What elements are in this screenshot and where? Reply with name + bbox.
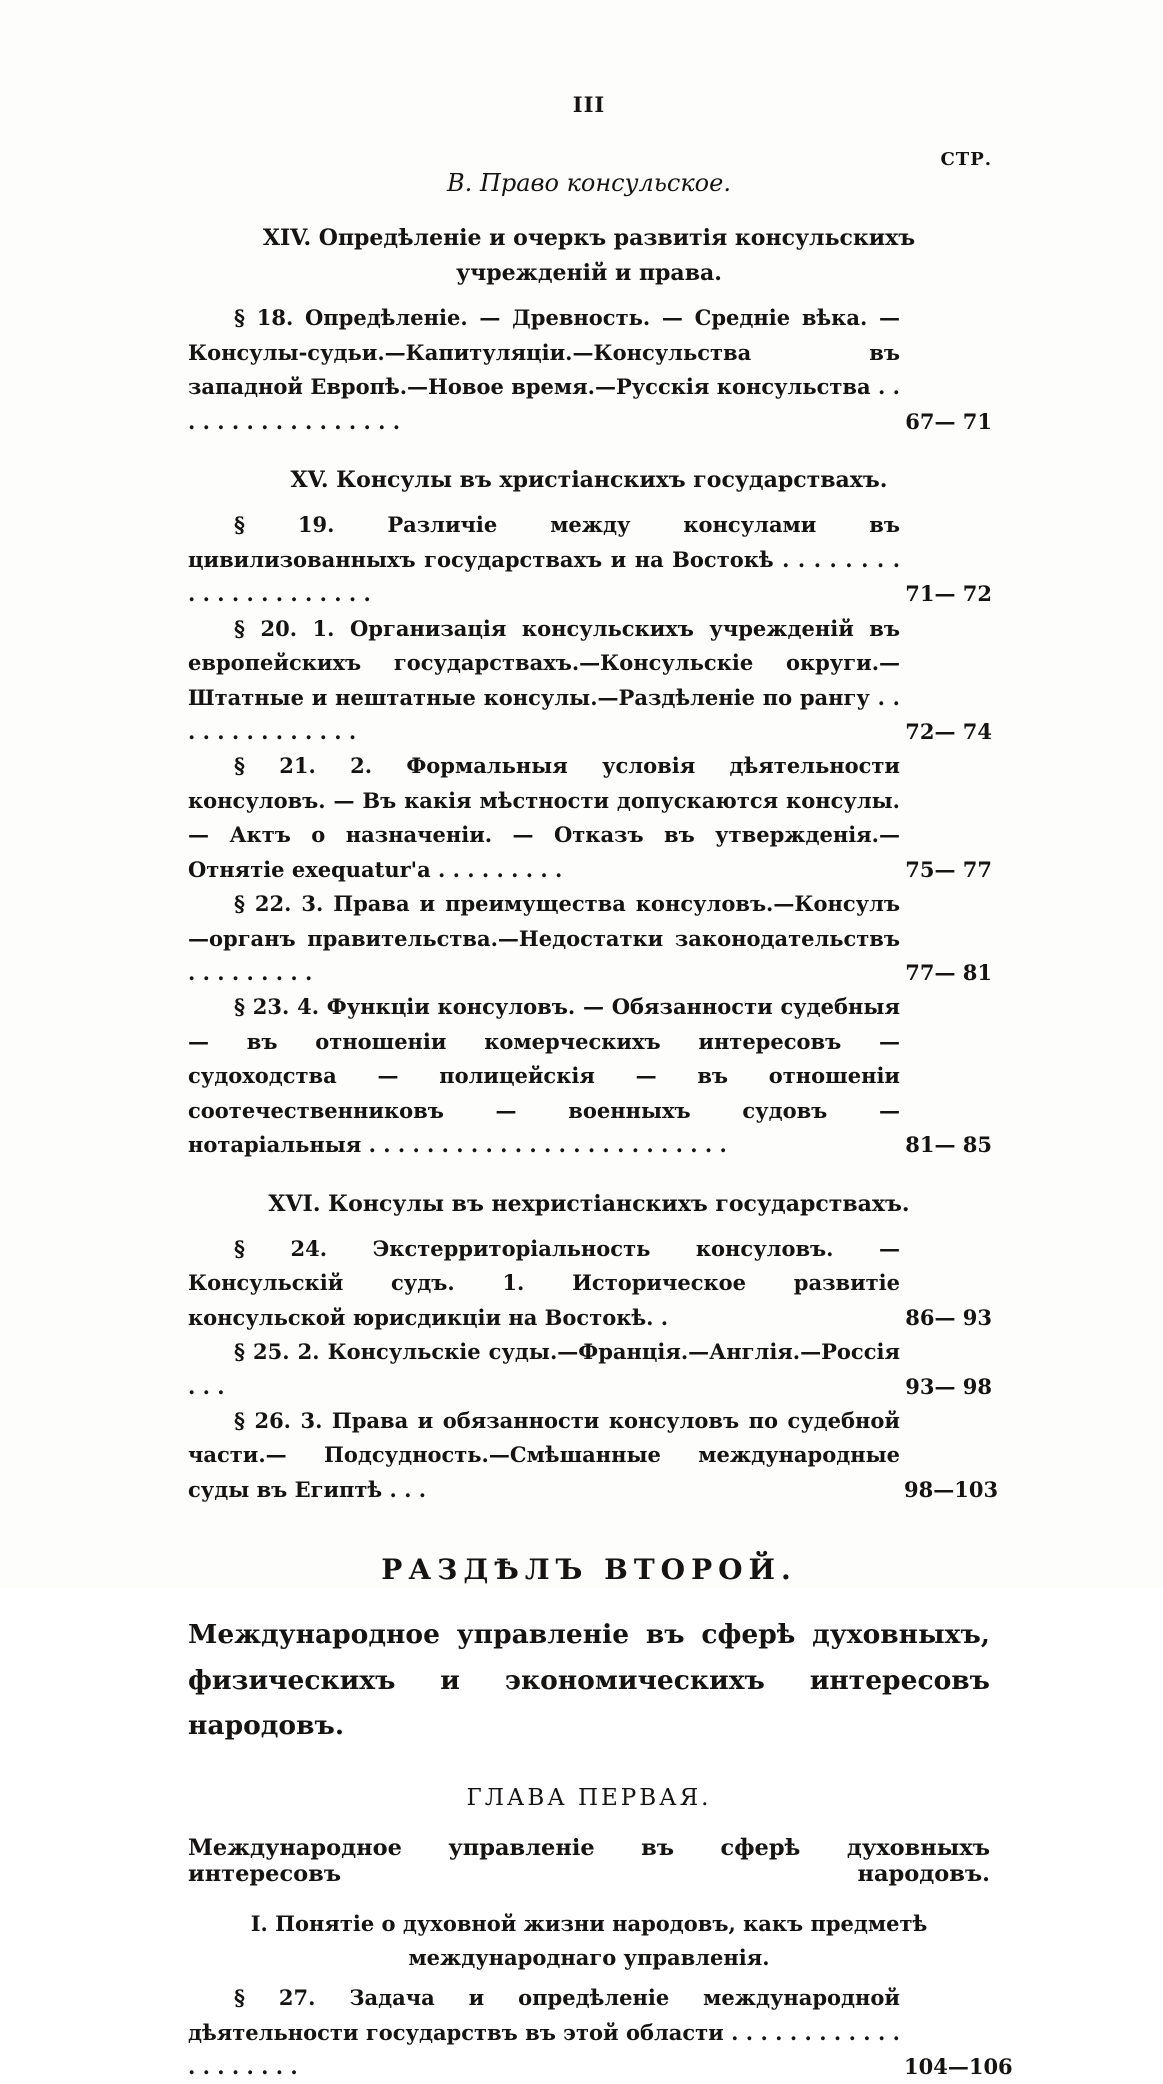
toc-entry-pages: 67— 71: [905, 408, 992, 434]
toc-entry: [188, 887, 990, 990]
chapter-heading: XIV. Опредѣленіе и очеркъ развитія консульскихъ учрежденій и права.: [262, 225, 916, 287]
toc-entry: [188, 301, 990, 439]
toc-entry: [188, 990, 990, 1162]
toc-entry: [188, 1232, 990, 1335]
page-number: III: [572, 92, 606, 117]
toc-entry-pages: 77— 81: [905, 960, 992, 985]
toc-entry: [188, 1404, 999, 1507]
page-content: [188, 0, 1013, 2084]
toc-entry-text: § 23. 4. Функціи консуловъ. — Обязанности судебныя — въ отношеніи комерческихъ интересовъ — судоходства — полицейскія — въ отношеніи соотечественниковъ — военныхъ судовъ — нотаріальныя . . . . . . . . . . . . . . . . . . . . . . . . .: [188, 994, 900, 1158]
toc-entry-text: § 21. 2. Формальныя условія дѣятельности консуловъ. — Въ какія мѣстности допускаются консулы. — Актъ о назначеніи. — Отказъ въ утвержденія.—Отнятіе exequatur'a . . . . . . . . .: [188, 753, 900, 882]
toc-entry-text: § 22. 3. Права и преимущества консуловъ.—Консулъ—органъ правительства.—Недостатки законодательствъ . . . . . . . . .: [188, 891, 900, 985]
toc-entry-text: § 24. Экстерриторіальность консуловъ. — Консульскій судъ. 1. Историческое развитіе консульской юрисдикціи на Востокѣ. .: [188, 1235, 900, 1330]
subsection-heading: I. Понятіе о духовной жизни народовъ, какъ предметѣ международнаго управленія.: [250, 1911, 928, 1971]
chapter-heading: XV. Консулы въ христіанскихъ государствахъ.: [290, 467, 888, 494]
page-column-header: СТР.: [940, 149, 992, 170]
chapter-title-heading: Международное управленіе въ сферѣ духовныхъ интересовъ народовъ.: [188, 1835, 990, 1888]
toc-entry-pages: 98—103: [904, 1476, 999, 1502]
toc-blocks: [188, 221, 1013, 2084]
toc-entry: [188, 1335, 990, 1404]
toc-entry-text: § 27. Задача и опредѣленіе международной дѣятельности государствъ въ этой области . . . . . . . . . . . . . . . . . . . .: [188, 1985, 900, 2079]
toc-entry-pages: 86— 93: [905, 1304, 992, 1330]
part-heading: РАЗДѢЛЪ ВТОРОЙ.: [381, 1553, 797, 1587]
toc-entry-text: § 25. 2. Консульскіе суды.—Франція.—Англія.—Россія . . .: [188, 1339, 900, 1399]
toc-entry-pages: 75— 77: [905, 856, 992, 882]
toc-entry-pages: 81— 85: [905, 1132, 992, 1158]
toc-entry-pages: 93— 98: [905, 1373, 992, 1399]
toc-entry: [188, 749, 990, 887]
toc-entry-text: § 20. 1. Организація консульскихъ учрежденій въ европейскихъ государствахъ.—Консульскіе округи.—Штатные и нештатные консулы.—Раздѣленіе по рангу . . . . . . . . . . . . . .: [188, 615, 900, 744]
toc-entry-pages: 104—106: [904, 2053, 1013, 2079]
chapter-heading: XVI. Консулы въ нехристіанскихъ государствахъ.: [268, 1190, 910, 1217]
toc-entry-pages: 72— 74: [905, 718, 992, 744]
toc-entry: [188, 508, 990, 611]
toc-entry-pages: 71— 72: [905, 581, 992, 607]
part-subtitle-heading: Международное управленіе въ сферѣ духовныхъ, физическихъ и экономическихъ интересовъ народовъ.: [188, 1619, 990, 1742]
toc-entry-text: § 18. Опредѣленіе. — Древность. — Средніе вѣка. — Консулы-судьи.—Капитуляціи.—Консульства въ западной Европѣ.—Новое время.—Русскія консульства . . . . . . . . . . . . . . . . .: [188, 305, 900, 434]
toc-entry-text: § 19. Различіе между консулами въ цивилизованныхъ государствахъ и на Востокѣ . . . . . . . . . . . . . . . . . . . . .: [188, 512, 900, 607]
toc-entry: [188, 1981, 1013, 2084]
section-heading: В. Право консульское.: [447, 169, 731, 197]
chapter-num-heading: ГЛАВА ПЕРВАЯ.: [466, 1785, 712, 1812]
section-header-row: [188, 149, 992, 197]
toc-entry: [188, 612, 990, 750]
toc-entry-text: § 26. 3. Права и обязанности консуловъ по судебной части.— Подсудность.—Смѣшанные международные суды въ Египтѣ . . .: [188, 1408, 900, 1502]
